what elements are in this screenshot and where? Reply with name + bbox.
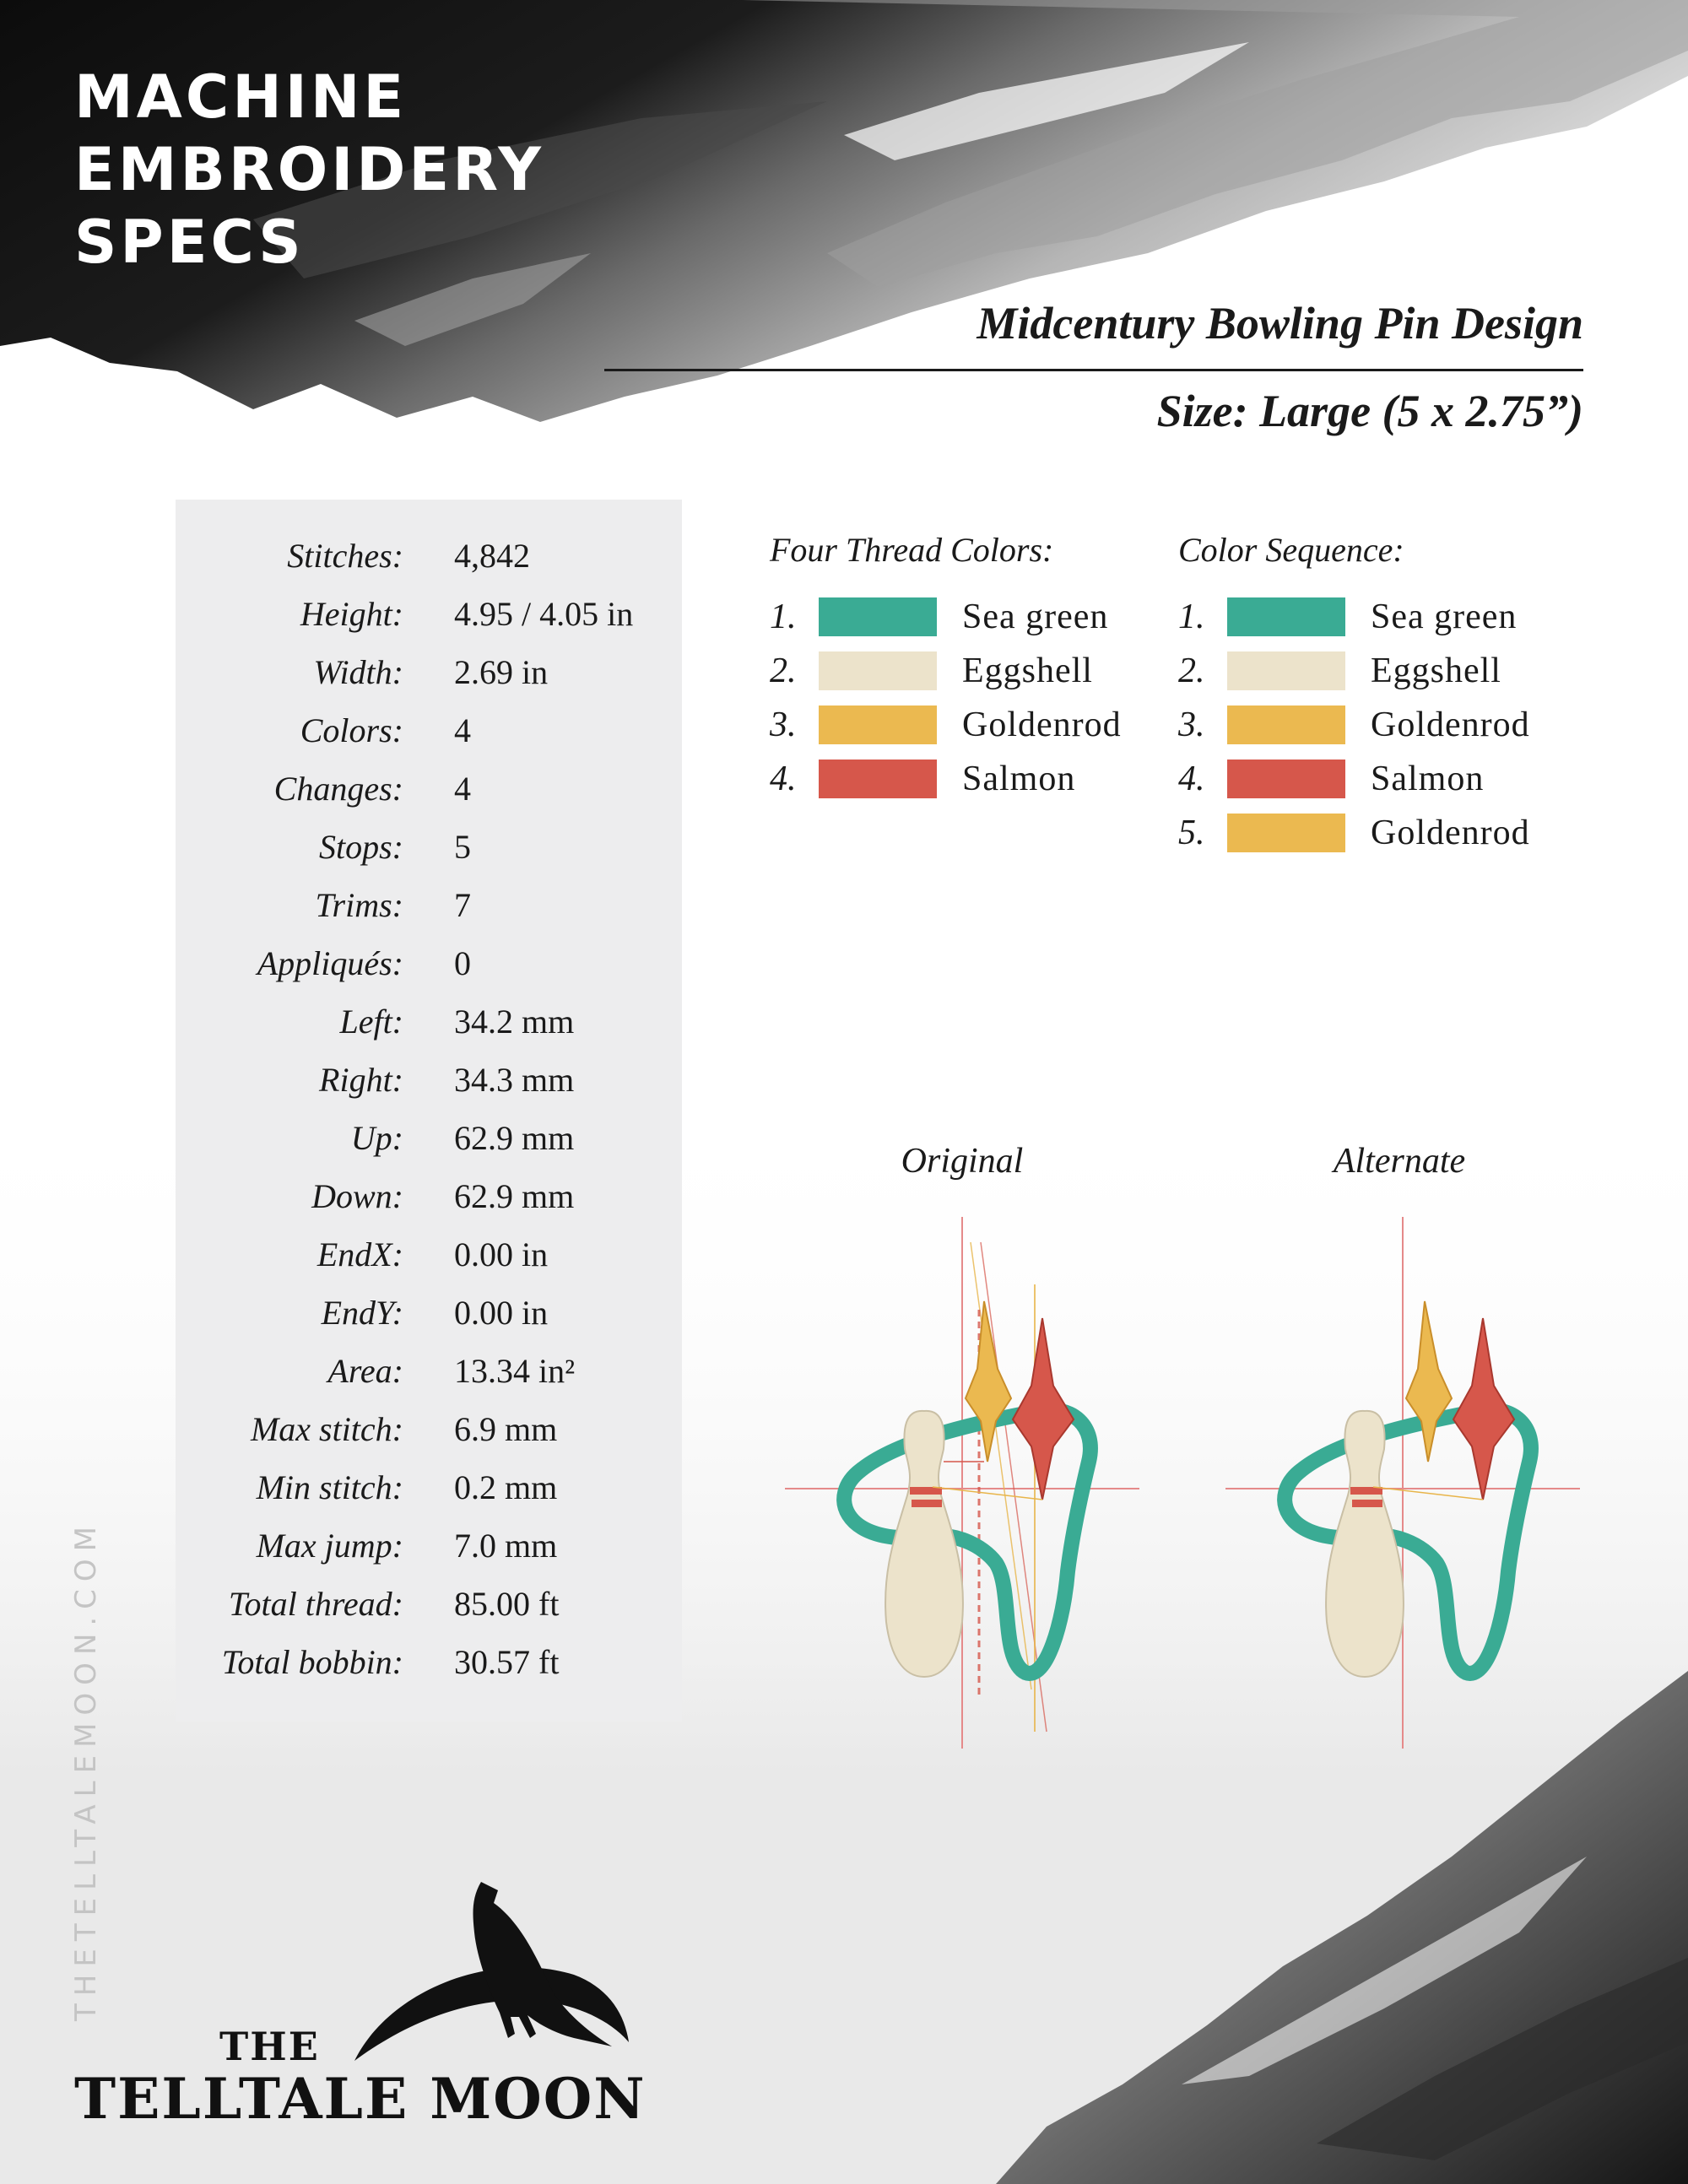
thread-color-item (770, 705, 1158, 744)
color-swatch (819, 760, 937, 798)
spec-label: Appliqués: (257, 944, 403, 982)
page-title (74, 61, 544, 278)
spec-value: 4,842 (454, 537, 530, 575)
spec-label: Changes: (273, 770, 403, 808)
color-name: Eggshell (1371, 651, 1501, 690)
spec-label: Colors: (300, 711, 403, 749)
spec-label: Up: (350, 1119, 403, 1157)
sequence-color-item (1178, 760, 1566, 798)
spec-value: 2.69 in (454, 653, 549, 691)
color-name: Goldenrod (1371, 705, 1530, 744)
spec-row (176, 876, 682, 934)
spec-value: 34.3 mm (454, 1061, 575, 1099)
spec-value: 7.0 mm (454, 1527, 558, 1565)
color-name: Goldenrod (1371, 814, 1530, 852)
spec-row (176, 760, 682, 818)
spec-value: 4 (454, 711, 471, 749)
spec-value: 4 (454, 770, 471, 808)
spec-row (176, 1109, 682, 1167)
spec-label: Height: (300, 595, 403, 633)
spec-row (176, 1167, 682, 1225)
spec-value: 0.00 in (454, 1235, 549, 1273)
spec-label: Trims: (315, 886, 403, 924)
spec-row (176, 818, 682, 876)
raven-moon-logo (68, 1865, 658, 2084)
sequence-number: 5. (1178, 814, 1205, 852)
alternate-preview-label: Alternate (1333, 1142, 1466, 1181)
thread-color-item (770, 597, 1158, 636)
color-swatch (1227, 651, 1345, 690)
thread-colors-heading: Four Thread Colors: (770, 531, 1054, 569)
spec-value: 0.00 in (454, 1294, 549, 1332)
spec-row (176, 1225, 682, 1284)
color-name: Sea green (1371, 597, 1518, 636)
spec-label: Down: (311, 1177, 403, 1215)
spec-label: Left: (339, 1003, 403, 1041)
spec-row (176, 701, 682, 760)
spec-value: 30.57 ft (454, 1643, 560, 1681)
color-name: Eggshell (962, 651, 1093, 690)
spec-label: Max stitch: (250, 1410, 403, 1448)
spec-row (176, 1458, 682, 1516)
spec-label: Width: (313, 653, 403, 691)
color-number: 2. (770, 651, 797, 690)
thread-color-item (770, 651, 1158, 690)
color-name: Salmon (962, 760, 1076, 798)
spec-row (176, 1575, 682, 1633)
original-design-preview (785, 1208, 1139, 1749)
title-line-3: SPECS (74, 208, 305, 277)
spec-label: Stitches: (287, 537, 403, 575)
spec-value: 85.00 ft (454, 1585, 560, 1623)
logo-text-name: TELLTALE MOON (74, 2066, 647, 2132)
color-name: Sea green (962, 597, 1109, 636)
spec-label: Min stitch: (256, 1468, 403, 1506)
spec-row (176, 1284, 682, 1342)
spec-value: 6.9 mm (454, 1410, 558, 1448)
spec-label: Area: (327, 1352, 403, 1390)
color-name: Salmon (1371, 760, 1485, 798)
design-size: Size: Large (5 x 2.75”) (1156, 386, 1583, 436)
spec-label: Total bobbin: (221, 1643, 403, 1681)
spec-value: 7 (454, 886, 471, 924)
spec-row (176, 1342, 682, 1400)
sequence-number: 2. (1178, 651, 1205, 690)
logo-text-the: THE (219, 2024, 320, 2069)
specs-panel (176, 500, 682, 1722)
spec-row (176, 1633, 682, 1691)
color-number: 3. (770, 705, 797, 744)
design-title: Midcentury Bowling Pin Design (977, 298, 1583, 349)
spec-label: EndY: (321, 1294, 403, 1332)
spec-row (176, 643, 682, 701)
color-swatch (819, 597, 937, 636)
color-swatch (1227, 705, 1345, 744)
sequence-number: 3. (1178, 705, 1205, 744)
spec-value: 62.9 mm (454, 1119, 575, 1157)
title-divider (604, 369, 1583, 371)
spec-row (176, 1516, 682, 1575)
color-swatch (819, 705, 937, 744)
color-number: 1. (770, 597, 797, 636)
spec-row (176, 992, 682, 1051)
color-name: Goldenrod (962, 705, 1122, 744)
title-line-1: MACHINE (74, 62, 408, 132)
spec-value: 34.2 mm (454, 1003, 575, 1041)
spec-row (176, 934, 682, 992)
color-swatch (819, 651, 937, 690)
spec-value: 4.95 / 4.05 in (454, 595, 634, 633)
sequence-number: 4. (1178, 760, 1205, 798)
sequence-color-item (1178, 597, 1566, 636)
spec-label: Total thread: (228, 1585, 403, 1623)
website-url: THETELLTALEMOON.COM (69, 1518, 103, 2021)
color-sequence-heading: Color Sequence: (1178, 531, 1404, 569)
spec-row (176, 1400, 682, 1458)
spec-value: 5 (454, 828, 471, 866)
spec-label: Stops: (319, 828, 403, 866)
spec-row (176, 527, 682, 585)
spec-value: 62.9 mm (454, 1177, 575, 1215)
spec-row (176, 1051, 682, 1109)
spec-label: Right: (319, 1061, 403, 1099)
spec-label: Max jump: (256, 1527, 403, 1565)
alternate-design-preview (1225, 1208, 1580, 1749)
sequence-color-item (1178, 651, 1566, 690)
thread-color-item (770, 760, 1158, 798)
color-swatch (1227, 597, 1345, 636)
spec-row (176, 585, 682, 643)
spec-value: 13.34 in² (454, 1352, 576, 1390)
sequence-color-item (1178, 814, 1566, 852)
title-line-2: EMBROIDERY (74, 135, 544, 204)
spec-label: EndX: (316, 1235, 403, 1273)
spec-value: 0 (454, 944, 471, 982)
spec-value: 0.2 mm (454, 1468, 558, 1506)
color-swatch (1227, 814, 1345, 852)
sequence-color-item (1178, 705, 1566, 744)
sequence-number: 1. (1178, 597, 1205, 636)
color-number: 4. (770, 760, 797, 798)
original-preview-label: Original (901, 1142, 1024, 1181)
color-swatch (1227, 760, 1345, 798)
